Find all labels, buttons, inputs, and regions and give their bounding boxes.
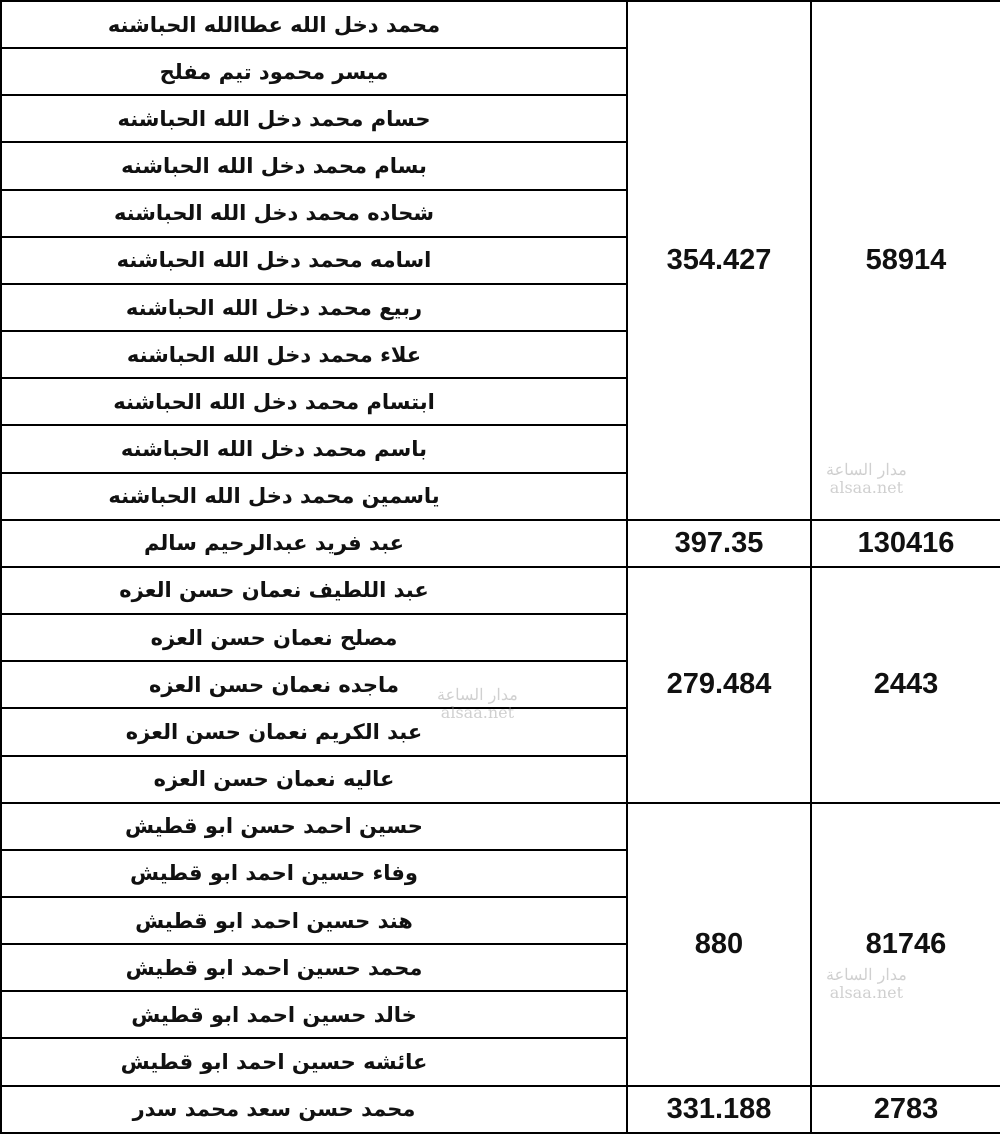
owner-name-cell: هند حسين احمد ابو قطيش [1, 897, 627, 944]
area-cell: 331.188 [627, 1086, 811, 1133]
watermark-latin: alsaa.net [829, 983, 904, 1002]
owner-name-cell: ابتسام محمد دخل الله الحباشنه [1, 378, 627, 425]
watermark-arabic: مدار الساعة [826, 965, 907, 984]
owner-name-cell: عبد الكريم نعمان حسن العزه [1, 708, 627, 755]
watermark-arabic: مدار الساعة [437, 685, 518, 704]
owner-name-cell: ربيع محمد دخل الله الحباشنه [1, 284, 627, 331]
owner-name-cell: حسين احمد حسن ابو قطيش [1, 803, 627, 850]
owner-name-cell: حسام محمد دخل الله الحباشنه [1, 95, 627, 142]
owner-name-cell: عاليه نعمان حسن العزه [1, 756, 627, 803]
area-cell: 397.35 [627, 520, 811, 567]
owner-name-cell: عبد فريد عبدالرحيم سالم [1, 520, 627, 567]
owner-name-cell: مصلح نعمان حسن العزه [1, 614, 627, 661]
owner-name-cell: عائشه حسين احمد ابو قطيش [1, 1038, 627, 1085]
id-number-cell: 2443 [811, 567, 1000, 803]
owner-name-cell: محمد حسن سعد محمد سدر [1, 1086, 627, 1133]
owner-name-cell: شحاده محمد دخل الله الحباشنه [1, 190, 627, 237]
area-cell: 354.427 [627, 1, 811, 520]
id-number-cell: 81746 [811, 803, 1000, 1086]
id-number-cell: 2783 [811, 1086, 1000, 1133]
owner-name-cell: محمد دخل الله عطاالله الحباشنه [1, 1, 627, 48]
id-number-cell: 130416 [811, 520, 1000, 567]
table-row [1, 520, 1000, 567]
owner-name-cell: علاء محمد دخل الله الحباشنه [1, 331, 627, 378]
watermark-latin: alsaa.net [829, 478, 904, 497]
table-row [1, 567, 1000, 614]
owner-name-cell: باسم محمد دخل الله الحباشنه [1, 425, 627, 472]
watermark-latin: alsaa.net [440, 703, 515, 722]
watermark-arabic: مدار الساعة [826, 460, 907, 479]
id-number-cell: 58914 [811, 1, 1000, 520]
owner-name-cell: اسامه محمد دخل الله الحباشنه [1, 237, 627, 284]
area-cell: 279.484 [627, 567, 811, 803]
owner-name-cell: محمد حسين احمد ابو قطيش [1, 944, 627, 991]
owner-name-cell: عبد اللطيف نعمان حسن العزه [1, 567, 627, 614]
owner-name-cell: وفاء حسين احمد ابو قطيش [1, 850, 627, 897]
table-row [1, 1, 1000, 48]
table-row [1, 1086, 1000, 1133]
area-cell: 880 [627, 803, 811, 1086]
owner-name-cell: ماجده نعمان حسن العزه [1, 661, 627, 708]
owner-name-cell: بسام محمد دخل الله الحباشنه [1, 142, 627, 189]
table-row [1, 803, 1000, 850]
owner-name-cell: ياسمين محمد دخل الله الحباشنه [1, 473, 627, 520]
owner-name-cell: خالد حسين احمد ابو قطيش [1, 991, 627, 1038]
owner-name-cell: ميسر محمود تيم مفلح [1, 48, 627, 95]
